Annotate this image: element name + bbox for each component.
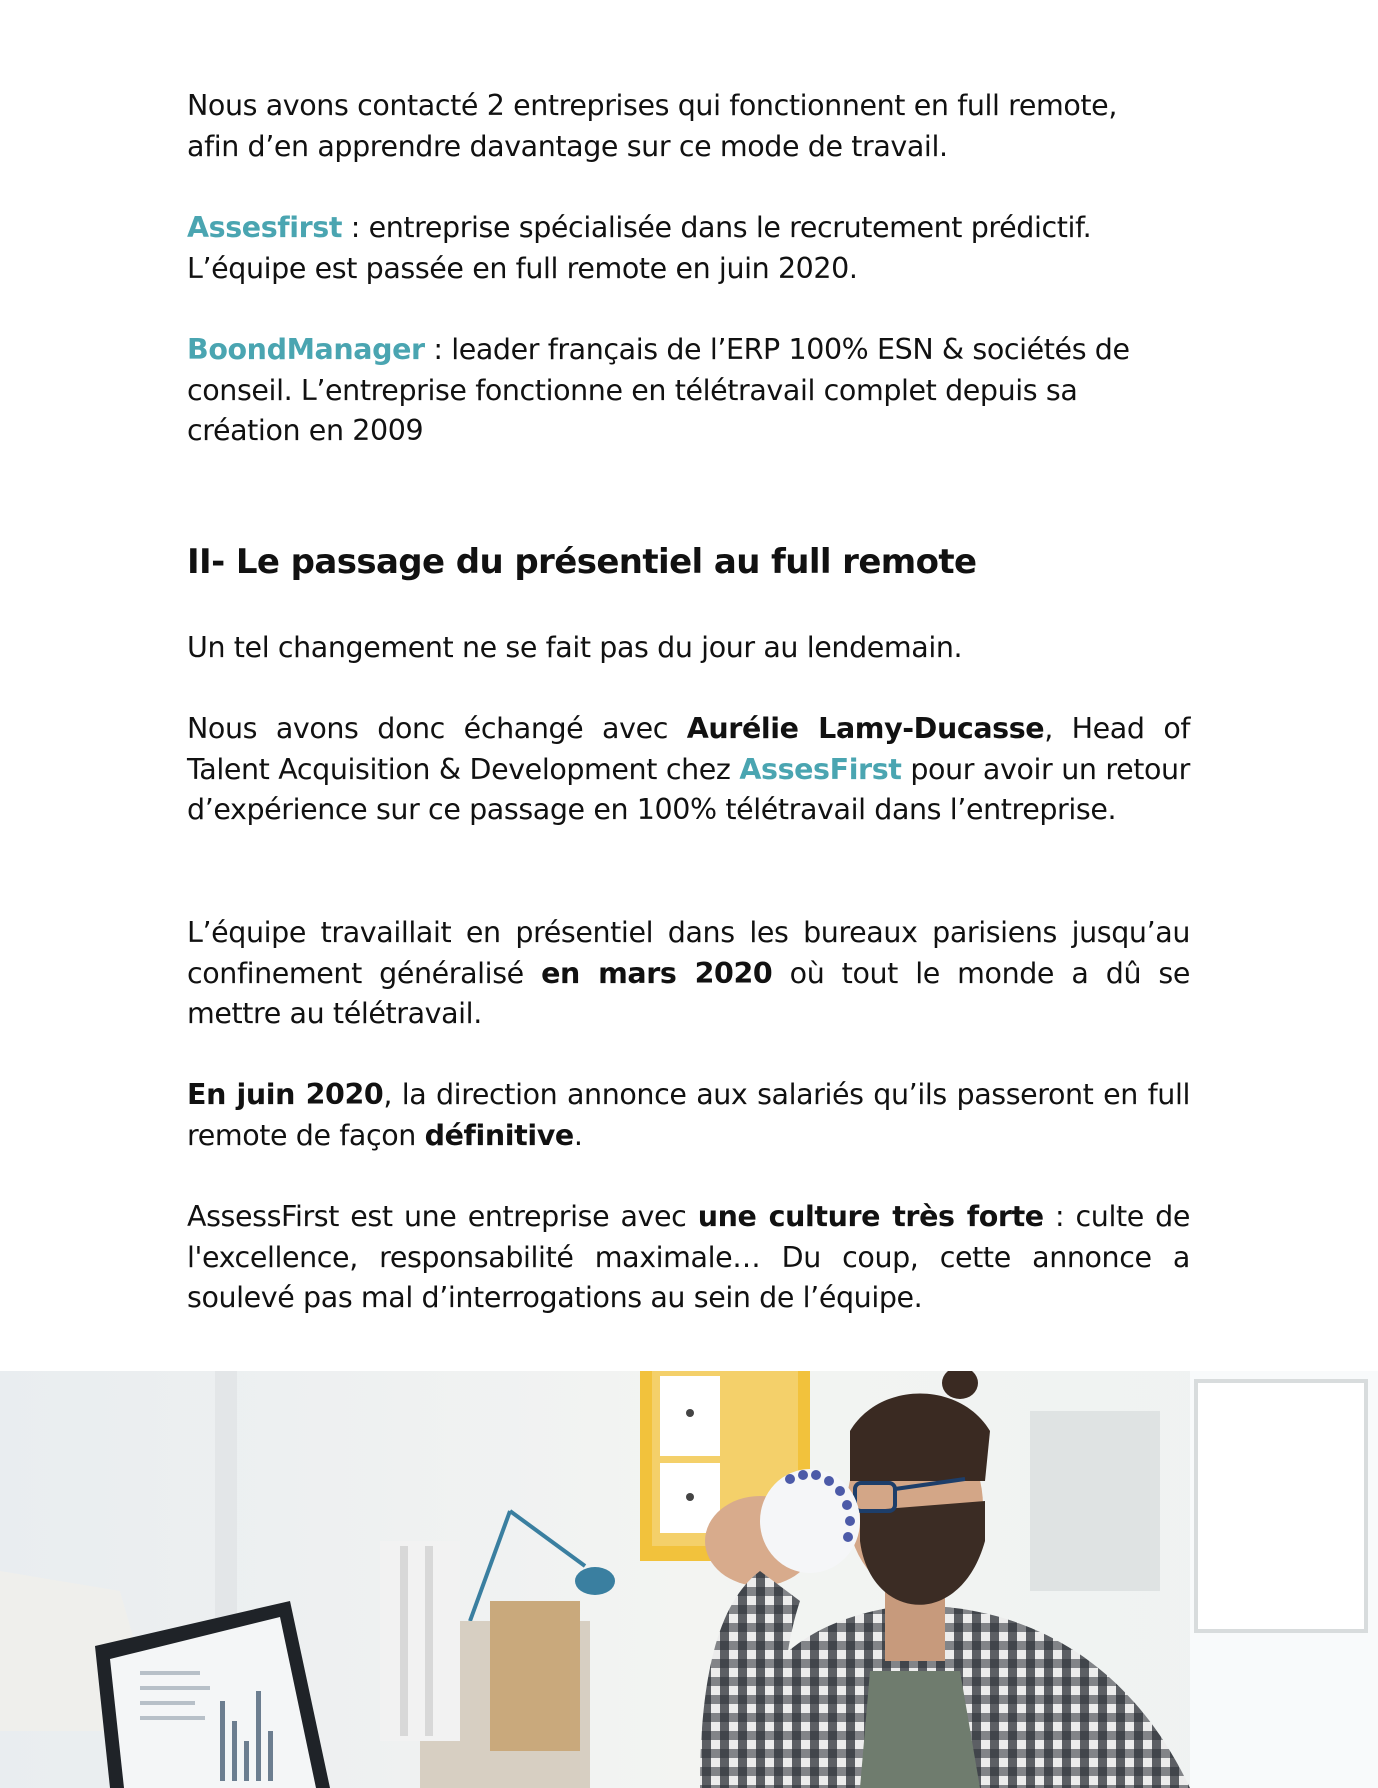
intro-line-2: afin d’en apprendre davantage sur ce mode de travail. (187, 129, 948, 163)
paragraph-interview-text-c: pour avoir un retour d’expérience sur ce passage en 100% télétravail dans l’entreprise. (187, 752, 1190, 826)
intro-paragraph (187, 86, 1190, 167)
company-assesfirst-text-1: : entreprise spécialisée dans le recrutement prédictif. (342, 211, 1092, 244)
company-boondmanager-text-2: conseil. L’entreprise fonctionne en télétravail complet depuis sa (187, 373, 1078, 407)
paragraph-lockdown-text-b: où tout le monde a dû se mettre au télétravail. (187, 956, 1191, 1030)
paragraph-announcement-text-a: , la direction annonce aux salariés qu’ils passeront en full remote de façon (187, 1078, 1190, 1152)
photo-man-drinking-coffee-at-laptop (0, 1371, 1378, 1788)
paragraph-culture (187, 1197, 1190, 1319)
paragraph-culture-bold: une culture très forte (697, 1200, 1044, 1233)
paragraph-announcement-bold-date: En juin 2020 (187, 1078, 384, 1111)
paragraph-culture-text-b: : culte de l'excellence, responsabilité maximale… Du coup, cette annonce a soulevé pas mal d’interrogations au sein de l’équipe. (187, 1200, 1190, 1314)
paragraph-change (187, 628, 1190, 669)
paragraph-culture-text-a: AssessFirst est une entreprise avec (187, 1200, 698, 1233)
paragraph-interview-text-b: , Head of Talent Acquisition & Development chez (187, 712, 1190, 786)
company-assesfirst-text-2: L’équipe est passée en full remote en juin 2020. (187, 251, 858, 285)
intro-line-1: Nous avons contacté 2 entreprises qui fonctionnent en full remote, (187, 89, 1117, 122)
company-name-assesfirst-inline: AssesFirst (739, 752, 902, 786)
section-heading: II- Le passage du présentiel au full remote (187, 542, 977, 582)
paragraph-interview-text-a: Nous avons donc échangé avec (187, 712, 687, 745)
paragraph-announcement-text-b: . (573, 1118, 583, 1152)
paragraph-announcement (187, 1075, 1190, 1156)
paragraph-change-text: Un tel changement ne se fait pas du jour au lendemain. (187, 631, 963, 664)
photo-illustration (0, 1371, 1378, 1788)
paragraph-interview (187, 709, 1190, 831)
paragraph-lockdown-bold: en mars 2020 (541, 956, 773, 990)
paragraph-lockdown-text-a: L’équipe travaillait en présentiel dans les bureaux parisiens jusqu’au confinement généralisé (187, 916, 1190, 990)
interviewee-name: Aurélie Lamy-Ducasse (686, 712, 1045, 745)
company-name-assesfirst: Assesfirst (187, 211, 343, 244)
company-assesfirst-paragraph (187, 208, 1190, 289)
company-boondmanager-paragraph (187, 330, 1190, 452)
company-boondmanager-text-3: création en 2009 (187, 414, 424, 447)
company-boondmanager-text-1: : leader français de l’ERP 100% ESN & sociétés de (424, 333, 1130, 366)
company-name-boondmanager: BoondManager (187, 333, 425, 366)
paragraph-lockdown (187, 913, 1190, 1035)
paragraph-announcement-bold-definitive: définitive (424, 1118, 574, 1152)
